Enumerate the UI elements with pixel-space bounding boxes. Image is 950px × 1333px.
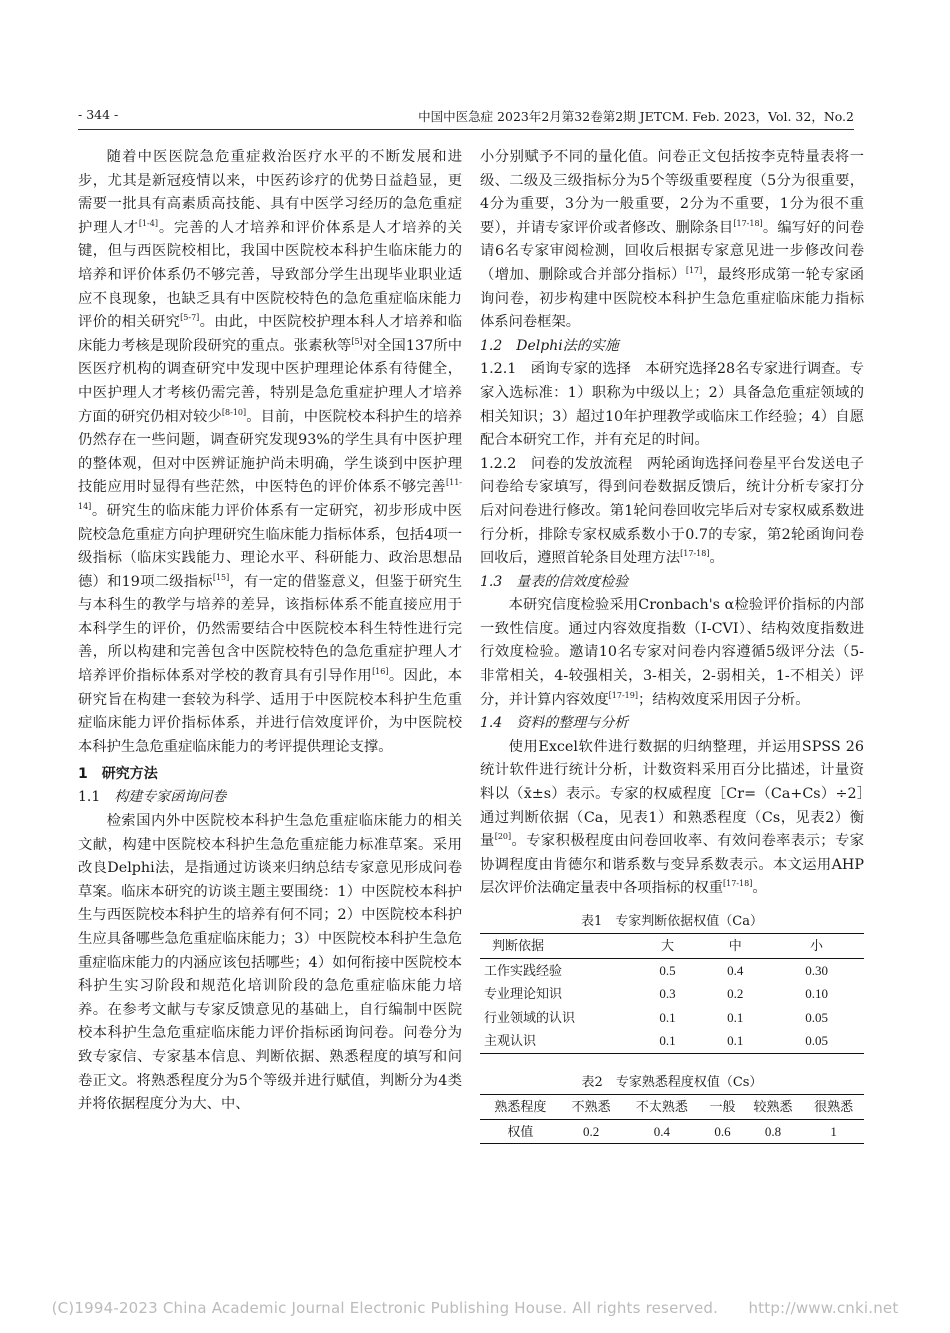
header-rule [78, 129, 854, 130]
reliability-paragraph: 本研究信度检验采用Cronbach's α检验评价指标的内部一致性信度。通过内容效度指数（I-CVI）、结构效度指数进行效度检验。邀请10名专家对问卷内容遵循5级评分法（5-非常相关，4-较强相关，3-相关，2-弱相关，1-不相关）评分，并计算内容效度[17-19]；结构效度采用因子分析。 [480, 597, 864, 708]
page-number: - 344 - [78, 107, 119, 122]
subsection-heading-1-3: 1.3 量表的信效度检验 [480, 573, 629, 590]
subsection-heading-1-2: 1.2 Delphi法的实施 [480, 337, 619, 354]
table1-header: 中 [728, 938, 742, 953]
table1-header: 大 [660, 938, 674, 953]
subsection-heading-1-4: 1.4 资料的整理与分析 [480, 715, 629, 732]
intro-paragraph: 随着中医医院急危重症救治医疗水平的不断发展和进步，尤其是新冠疫情以来，中医药诊疗的优势日益趋显，更需要一批具有高素质高技能、具有中医学习经历的急危重症护理人才[1-4]。完善的人才培养和评价体系是人才培养的关键，但与西医院校相比，我国中医院校本科护生临床能力的培养和评价体系仍不够完善，导致部分学生出现毕业职业适应不良现象，也缺乏具有中医院校特色的急危重症临床能力评价的相关研究[5-7]。由此，中医院校护理本科人才培养和临床能力考核是现阶段研究的重点。张素秋等[5]对全国137所中医医疗机构的调查研究中发现中医护理理论体系有待健全，中医护理人才考核仍需完善，特别是急危重症护理人才培养方面的研究仍相对较少[8-10]。目前，中医院校本科护生的培养仍然存在一些问题，调查研究发现93%的学生具有中医护理的整体观，但对中医辨证施护尚未明确，学生谈到中医护理技能应用时显得有些茫然，中医特色的评价体系不够完善[11-14]。研究生的临床能力评价体系有一定研究，初步形成中医院校急危重症方向护理研究生临床能力指标体系，包括4项一级指标（临床实践能力、理论水平、科研能力、政治思想品德）和19项二级指标[15]，有一定的借鉴意义，但鉴于研究生与本科生的教学与培养的差异，该指标体系不能直接应用于本科学生的评价，仍然需要结合中医院校本科生特性进行完善，所以构建和完善包含中医院校特色的急危重症护理人才培养评价指标体系对学校的教育具有引导作用[16]。因此，本研究旨在构建一套较为科学、适用于中医院校本科护生危重症临床能力评价指标体系，并进行信效度评价，为中医院校本科护生急危重症临床能力的考评提供理论支撑。 [78, 149, 463, 755]
paragraph-1-2-2: 1.2.2 问卷的发放流程 两轮函询选择问卷星平台发送电子问卷给专家填写，得到问卷数据反馈后，统计分析专家打分后对问卷进行修改。第1轮问卷回收完毕后对专家权威系数进行分析，排除专家权威系数小于0.7的专家，第2轮函询问卷回收后，遵照首轮条目处理方法[17-18]。 [480, 455, 864, 567]
methods-paragraph-1: 检索国内外中医院校本科护生急危重症临床能力的相关文献，构建中医院校本科护生急危重症能力标准草案。采用改良Delphi法，是指通过访谈来归纳总结专家意见形成问卷草案。临床本研究的访谈主题主要围绕：1）中医院校本科护生与西医院校本科护生的培养有何不同；2）中医院校本科护生应具备哪些急危重症临床能力；3）中医院校本科护生急危重症临床能力的内涵应该包括哪些；4）如何衔接中医院校本科护生实习阶段和规范化培训阶段的急危重症临床能力培养。在参考文献与专家反馈意见的基础上，自行编制中医院校本科护生急危重症临床能力评价指标函询问卷。问卷分为致专家信、专家基本信息、判断依据、熟悉程度的填写和问卷正文。将熟悉程度分为5个等级并进行赋值，判断分为4类并将依据程度分为大、中、 [78, 813, 462, 1113]
table-row: 专业理论知识 0.3 0.2 0.10 [484, 986, 828, 1002]
table1-caption: 表1 专家判断依据权值（Ca） [581, 914, 763, 929]
subsection-heading-1-1: 1.1 构建专家函询问卷 [78, 789, 227, 806]
table2-header: 熟悉程度 [494, 1098, 547, 1114]
right-column [480, 146, 864, 1144]
section-heading-methods: 1 研究方法 [78, 766, 158, 783]
table2-header: 不太熟悉 [635, 1098, 688, 1114]
table2-caption: 表2 专家熟悉程度权值（Cs） [581, 1074, 763, 1090]
table1-header: 小 [810, 938, 824, 953]
table1-header: 判断依据 [492, 938, 545, 953]
table2-header: 不熟悉 [571, 1098, 611, 1114]
journal-citation: 中国中医急症 2023年2月第32卷第2期 JETCM. Feb. 2023，Vol. 32，No.2 [418, 109, 854, 124]
copyright-footer: (C)1994-2023 China Academic Journal Electronic Publishing House. All rights reserved. http://www.cnki.net [51, 1299, 899, 1317]
table1-header-row [480, 934, 864, 959]
table1 [480, 933, 864, 1054]
running-header [78, 107, 854, 129]
table2-header: 较熟悉 [753, 1098, 793, 1114]
methods-paragraph-continued: 小分别赋予不同的量化值。问卷正文包括按李克特量表将一级、二级及三级指标分为5个等级重要程度（5分为很重要，4分为重要，3分为一般重要，2分为不重要，1分为很不重要），并请专家评价或者修改、删除条目[17-18]。编写好的问卷请6名专家审阅检测，回收后根据专家意见进一步修改问卷（增加、删除或合并部分指标）[17]，最终形成第一轮专家函询问卷，初步构建中医院校本科护生急危重症临床能力指标体系问卷框架。 [480, 149, 864, 331]
analysis-paragraph: 使用Excel软件进行数据的归纳整理，并运用SPSS 26统计软件进行统计分析，计数资料采用百分比描述，计量资料以（x̄±s）表示。专家的权威程度［Cr=（Ca+Cs）÷2］通过判断依据（Ca，见表1）和熟悉程度（Cs，见表2）衡量[20]。专家积极程度由问卷回收率、有效问卷率表示；专家协调程度由肯德尔和谐系数与变异系数表示。本文运用AHP层次评价法确定量表中各项指标的权重[17-18]。 [480, 738, 864, 897]
table2 [480, 1094, 864, 1144]
table-row: 权值 0.2 0.4 0.6 0.8 1 [480, 1119, 864, 1144]
paragraph-1-2-1: 1.2.1 函询专家的选择 本研究选择28名专家进行调查。专家入选标准：1）职称为中级以上；2）具备急危重症领域的相关知识；3）超过10年护理教学或临床工作经验；4）自愿配合本研究工作，并有充足的时间。 [480, 361, 864, 449]
table2-header: 一般 [709, 1098, 736, 1114]
table2-header-row [480, 1094, 864, 1119]
table2-header: 很熟悉 [814, 1098, 854, 1114]
left-column [78, 146, 462, 1117]
table-row: 行业领域的认识 0.1 0.1 0.05 [484, 1009, 828, 1025]
table-row: 工作实践经验 0.5 0.4 0.30 [484, 962, 828, 978]
table-row: 主观认识 0.1 0.1 0.05 [480, 1029, 864, 1053]
